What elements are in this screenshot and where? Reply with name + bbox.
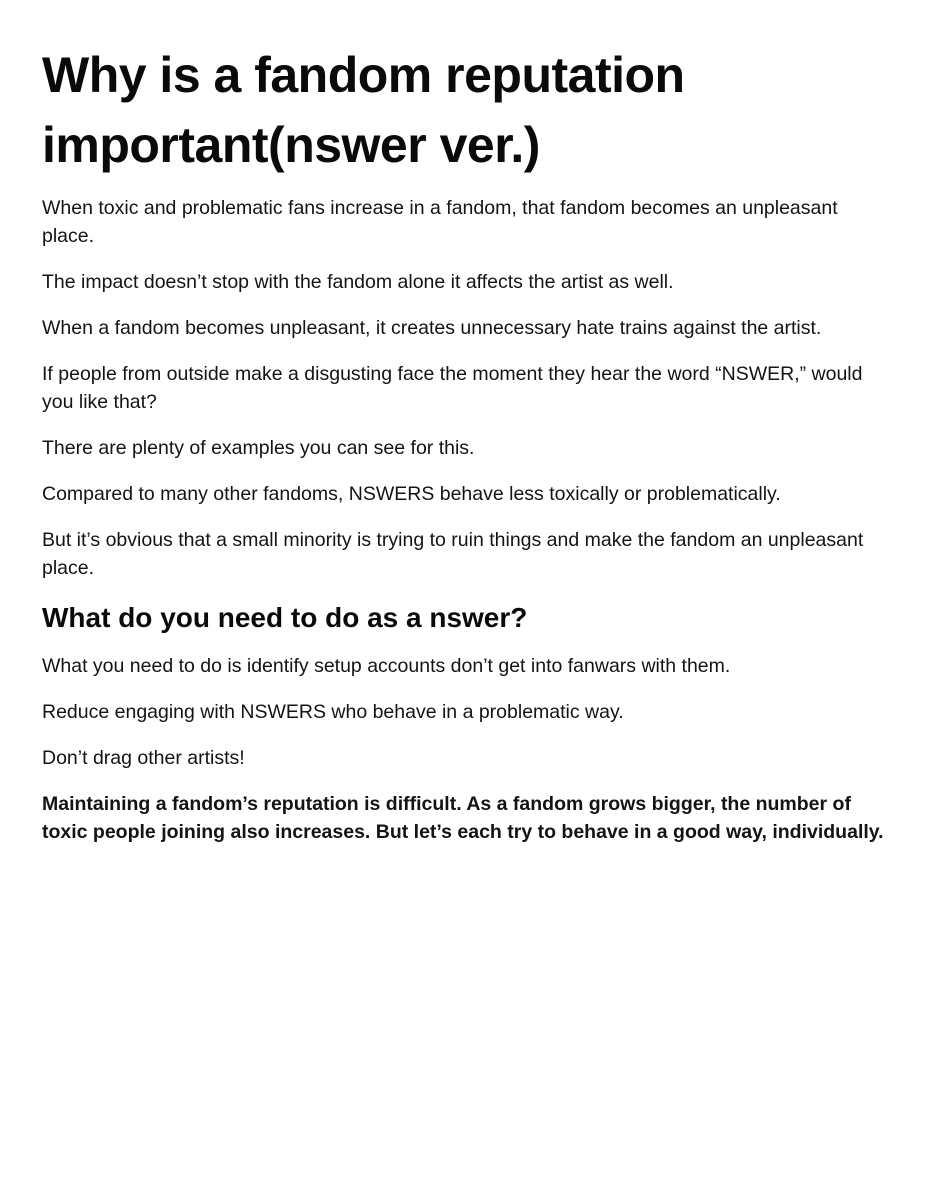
page-title: Why is a fandom reputation important(nswer ver.) bbox=[42, 47, 685, 173]
paragraph-examples: There are plenty of examples you can see for this. bbox=[42, 437, 475, 459]
paragraph-comparison: Compared to many other fandoms, NSWERS behave less toxically or problematically. bbox=[42, 483, 781, 505]
paragraph-toxic-fans: When toxic and problematic fans increase in a fandom, that fandom becomes an unpleasant place. bbox=[42, 197, 838, 247]
document-page bbox=[42, 40, 892, 864]
paragraph-dont-drag: Don’t drag other artists! bbox=[42, 747, 245, 769]
paragraph-outside-view: If people from outside make a disgusting face the moment they hear the word “NSWER,” would you like that? bbox=[42, 363, 863, 413]
paragraph-minority: But it’s obvious that a small minority is trying to ruin things and make the fandom an unpleasant place. bbox=[42, 529, 864, 579]
paragraph-reduce-engaging: Reduce engaging with NSWERS who behave in a problematic way. bbox=[42, 701, 624, 723]
paragraph-artist-impact: The impact doesn’t stop with the fandom alone it affects the artist as well. bbox=[42, 271, 674, 293]
paragraph-setup-accounts: What you need to do is identify setup accounts don’t get into fanwars with them. bbox=[42, 655, 731, 677]
paragraph-hate-trains: When a fandom becomes unpleasant, it creates unnecessary hate trains against the artist. bbox=[42, 317, 822, 339]
closing-statement: Maintaining a fandom’s reputation is difficult. As a fandom grows bigger, the number of toxic people joining also increases. But let’s each try to behave in a good way, individually. bbox=[42, 793, 884, 843]
section-heading: What do you need to do as a nswer? bbox=[42, 602, 528, 633]
